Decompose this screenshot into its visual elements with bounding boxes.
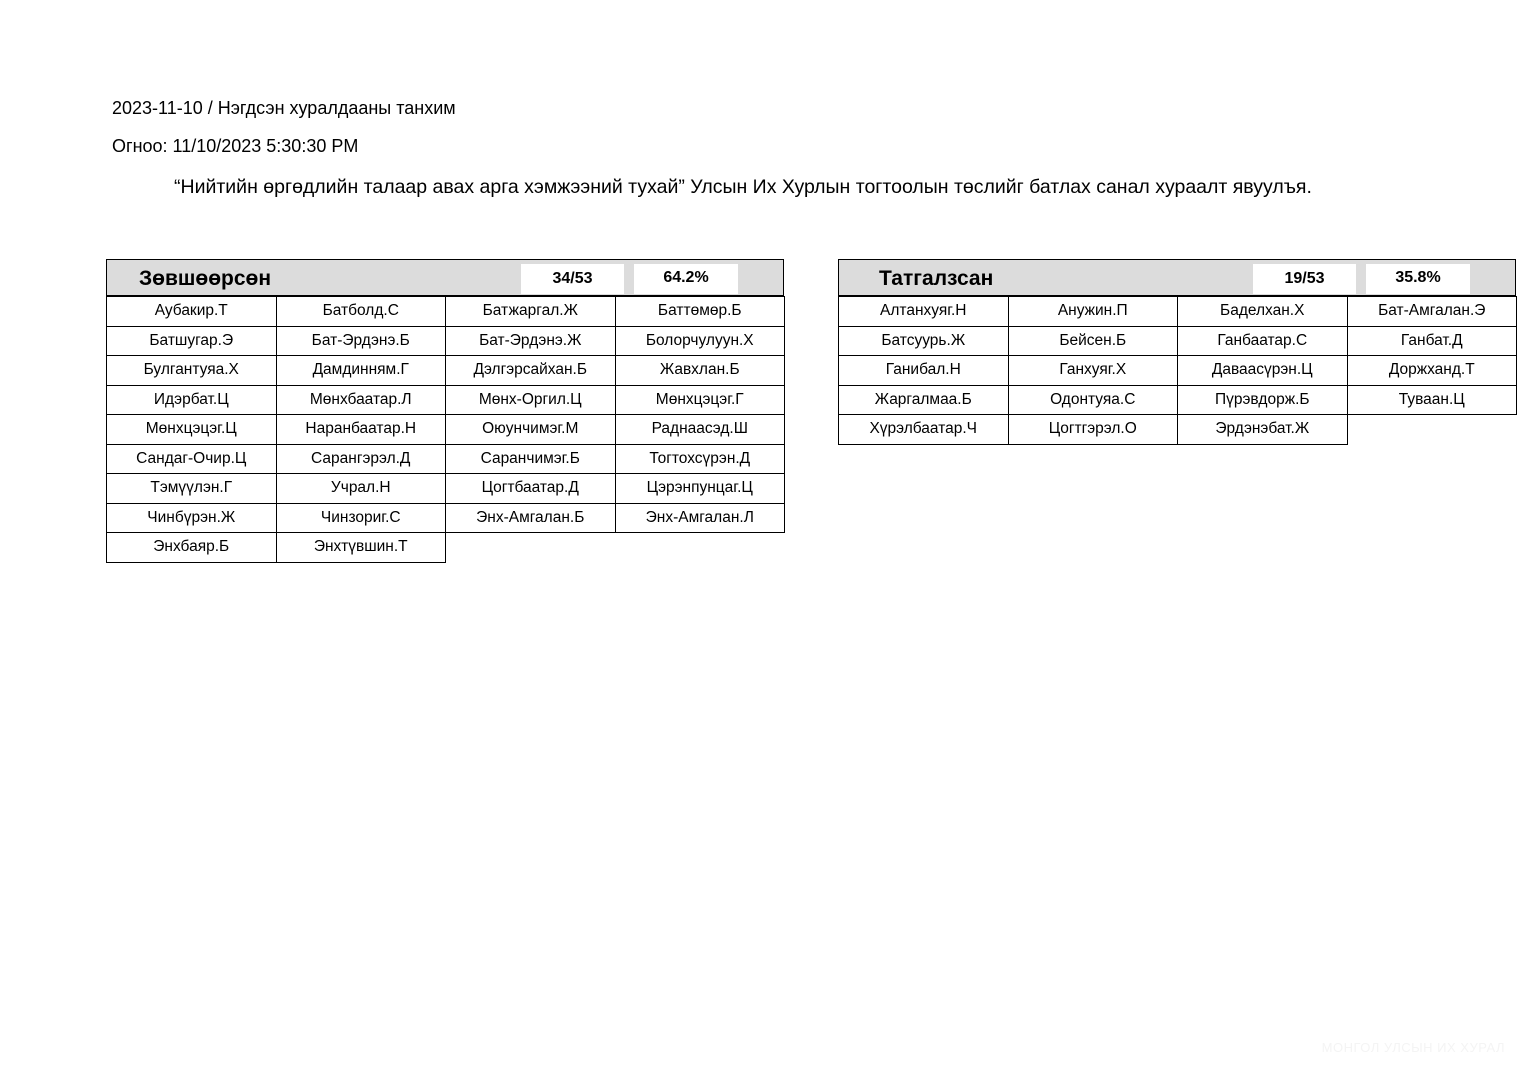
approve-names-grid [106,296,784,562]
member-name-cell: Батболд.С [276,296,447,327]
member-name-cell: Чинзориг.С [276,503,447,534]
member-name-cell: Мөнхцэцэг.Ц [106,414,277,445]
member-name-cell: Энхбаяр.Б [106,532,277,563]
member-name-cell: Энхтүвшин.Т [276,532,447,563]
member-name-cell: Пүрэвдорж.Б [1177,385,1348,416]
member-name-cell: Идэрбат.Ц [106,385,277,416]
member-name-cell: Цогтгэрэл.О [1008,414,1179,445]
member-name-cell: Жаргалмаа.Б [838,385,1009,416]
member-name-cell: Доржханд.Т [1347,355,1518,386]
member-name-cell: Сарангэрэл.Д [276,444,447,475]
member-name-cell: Тогтохсүрэн.Д [615,444,786,475]
watermark: МОНГОЛ УЛСЫН ИХ ХУРАЛ [1321,1040,1505,1055]
member-name-cell: Раднаасэд.Ш [615,414,786,445]
reject-header [838,259,1516,296]
member-name-cell: Баделхан.Х [1177,296,1348,327]
member-name-cell: Ганибал.Н [838,355,1009,386]
member-name-cell: Тэмүүлэн.Г [106,473,277,504]
approve-count: 34/53 [521,264,624,294]
member-name-cell: Булгантуяа.Х [106,355,277,386]
member-name-cell: Мөнх-Оргил.Ц [445,385,616,416]
reject-title: Татгалзсан [879,267,994,290]
member-name-cell: Батсуурь.Ж [838,326,1009,357]
reject-names-grid [838,296,1516,444]
motion-text: “Нийтийн өргөдлийн талаар авах арга хэмжээний тухай” Улсын Их Хурлын тогтоолын төслийг батлах санал хураалт явуулъя. [174,176,1312,198]
member-name-cell: Даваасүрэн.Ц [1177,355,1348,386]
reject-count: 19/53 [1253,264,1356,294]
reject-block [838,259,1516,444]
approve-block [106,259,784,562]
member-name-cell: Цогтбаатар.Д [445,473,616,504]
member-name-cell: Туваан.Ц [1347,385,1518,416]
member-name-cell: Чинбүрэн.Ж [106,503,277,534]
member-name-cell: Эрдэнэбат.Ж [1177,414,1348,445]
member-name-cell: Бейсен.Б [1008,326,1179,357]
member-name-cell: Бат-Эрдэнэ.Б [276,326,447,357]
member-name-cell: Ганбат.Д [1347,326,1518,357]
reject-percent: 35.8% [1366,264,1470,294]
member-name-cell: Энх-Амгалан.Л [615,503,786,534]
approve-percent: 64.2% [634,264,738,294]
member-name-cell: Бат-Эрдэнэ.Ж [445,326,616,357]
member-name-cell: Мөнхцэцэг.Г [615,385,786,416]
member-name-cell: Жавхлан.Б [615,355,786,386]
member-name-cell: Сандаг-Очир.Ц [106,444,277,475]
member-name-cell: Ганбаатар.С [1177,326,1348,357]
member-name-cell: Батшугар.Э [106,326,277,357]
member-name-cell: Алтанхуяг.Н [838,296,1009,327]
member-name-cell: Аубакир.Т [106,296,277,327]
member-name-cell: Оюунчимэг.М [445,414,616,445]
member-name-cell: Анужин.П [1008,296,1179,327]
member-name-cell: Хүрэлбаатар.Ч [838,414,1009,445]
member-name-cell: Саранчимэг.Б [445,444,616,475]
session-line: 2023-11-10 / Нэгдсэн хуралдааны танхим [112,98,456,118]
member-name-cell: Наранбаатар.Н [276,414,447,445]
member-name-cell: Болорчулуун.Х [615,326,786,357]
vote-date-line: Огноо: 11/10/2023 5:30:30 PM [112,136,359,156]
member-name-cell: Мөнхбаатар.Л [276,385,447,416]
member-name-cell: Бат-Амгалан.Э [1347,296,1518,327]
member-name-cell: Дэлгэрсайхан.Б [445,355,616,386]
member-name-cell: Учрал.Н [276,473,447,504]
member-name-cell: Энх-Амгалан.Б [445,503,616,534]
approve-title: Зөвшөөрсөн [139,267,272,290]
member-name-cell: Ганхуяг.Х [1008,355,1179,386]
member-name-cell: Батжаргал.Ж [445,296,616,327]
member-name-cell: Баттөмөр.Б [615,296,786,327]
member-name-cell: Цэрэнпунцаг.Ц [615,473,786,504]
member-name-cell: Дамдинням.Г [276,355,447,386]
member-name-cell: Одонтуяа.С [1008,385,1179,416]
approve-header [106,259,784,296]
